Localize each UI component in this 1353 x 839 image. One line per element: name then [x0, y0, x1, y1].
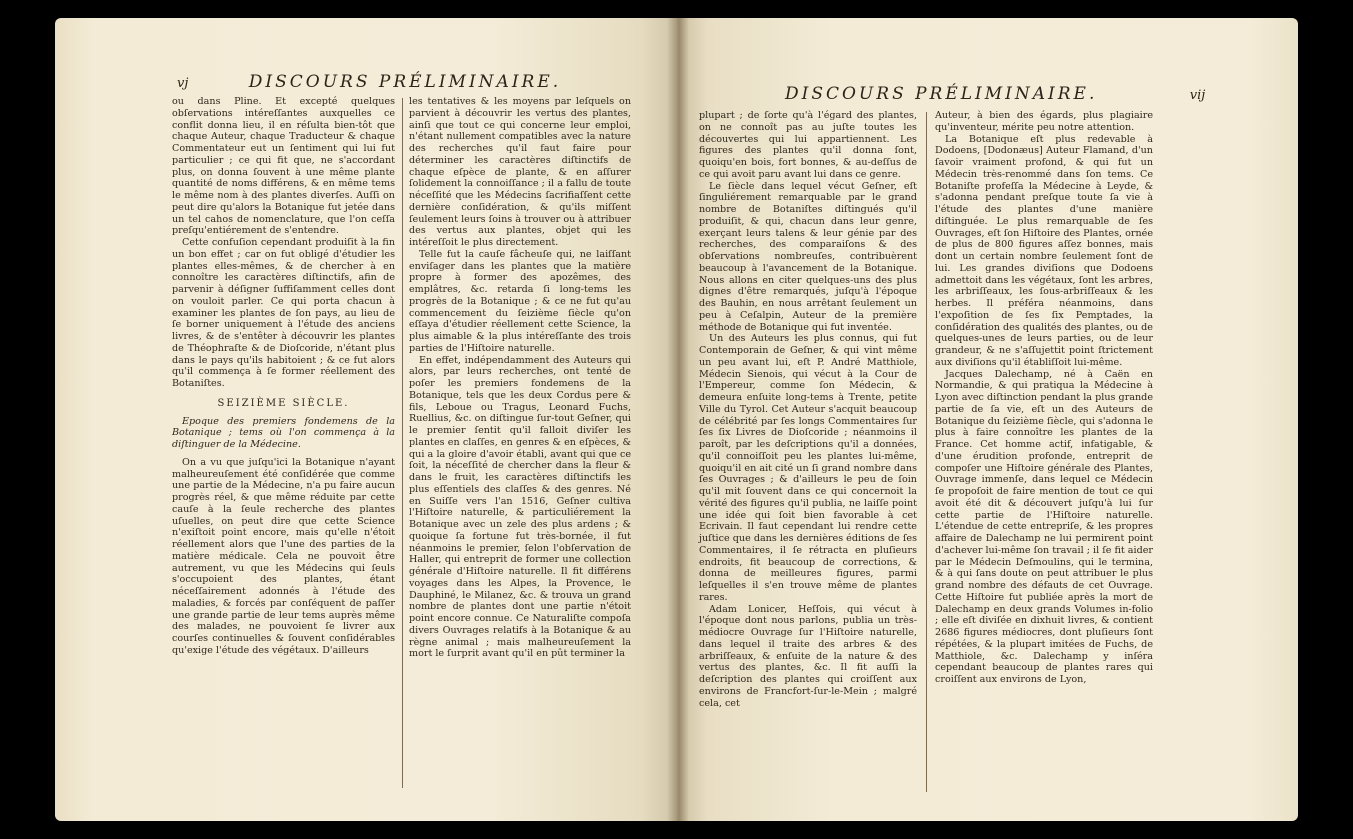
- right-column-1: [699, 110, 917, 800]
- paragraph: Telle fut la cauſe fâcheuſe qui, ne laiſſant enviſager dans les plantes que la matière propre à former des apozêmes, des emplâtres, &c. retarda ſi long-tems les progrès de la Botanique ; & ce ne fut qu'au commencement du ſeizième ſiècle qu'on eſſaya d'étudier réellement cette Science, la plus aimable & la plus intéreſſante des trois parties de l'Hiſtoire naturelle.: [409, 248, 631, 354]
- paragraph: les tentatives & les moyens par leſquels on parvient à découvrir les vertus des plantes, ainſi que tout ce qui concerne leur emploi, n'étant nullement compatibles avec la nature des recherches qu'il faut faire pour déterminer les caractères diſtinctifs de chaque eſpèce de plante, & en aſſurer ſolidement la connoiſſance ; il a fallu de toute néceſſité que les Médecins ſacrifiaſſent cette dernière conſidération, & qu'ils miſſent ſeulement leurs ſoins à trouver ou à attribuer des vertus aux plantes, objet qui les intéreſſoit le plus directement.: [409, 96, 631, 248]
- paragraph: Le ſiècle dans lequel vécut Geſner, eſt ſinguliérement remarquable par le grand nombre de Botaniſtes diſtingués qu'il produiſit, & qui, chacun dans leur genre, exerçant leurs talens & leur génie par des recherches, des comparaiſons & des obſervations nombreuſes, contribuèrent beaucoup à l'avancement de la Botanique. Nous allons en citer quelques-uns des plus dignes d'être remarqués, juſqu'à l'époque des Bauhin, en nous arrêtant ſeulement un peu à Ceſalpin, Auteur de la première méthode de Botanique qui fut inventée.: [699, 180, 917, 333]
- right-page-number: vij: [1189, 88, 1206, 103]
- right-page: [677, 18, 1298, 821]
- paragraph: plupart ; de ſorte qu'à l'égard des plantes, on ne connoît pas au juſte toutes les découvertes qui lui appartiennent. Les figures des plantes qu'il donna ſont, quoiqu'en bois, fort bonnes, & au-deſſus de ce qui avoit paru avant lui dans ce genre.: [699, 110, 917, 180]
- paragraph: Un des Auteurs les plus connus, qui fut Contemporain de Geſner, & qui vint même un peu avant lui, eſt P. André Matthiole, Médecin Sienois, qui vécut à la Cour de l'Empereur, comme ſon Médecin, & demeura enſuite long-tems à Trente, petite Ville du Tyrol. Cet Auteur s'acquit beaucoup de célébrité par ſes longs Commentaires ſur ſes ſix Livres de Dioſcoride ; néanmoins il paroît, par les deſcriptions qu'il a données, qu'il connoiſſoit peu les plantes lui-même, quoiqu'il en ait cité un ſi grand nombre dans ſes Ouvrages ; & d'ailleurs le peu de ſoin qu'il mit ſouvent dans ce qui concernoit la vérité des figures qu'il publia, ne laiſſe point une idée qui ſoit bien favorable à cet Ecrivain. Il faut cependant lui rendre cette juſtice que dans les dernières éditions de ſes Commentaires, il ſe rétracta en pluſieurs endroits, fit beaucoup de corrections, & donna de meilleures figures, parmi leſquelles il s'en trouve même de plantes rares.: [699, 333, 917, 603]
- book-gutter: [667, 18, 689, 821]
- column-rule: [926, 112, 927, 792]
- paragraph: Auteur, à bien des égards, plus plagiaire qu'inventeur, mérite peu notre attention.: [935, 110, 1153, 133]
- right-running-header: [785, 84, 1205, 104]
- open-book: [55, 18, 1298, 821]
- right-header-title: DISCOURS PRÉLIMINAIRE.: [785, 84, 1098, 104]
- paragraph: ou dans Pline. Et excepté quelques obſervations intéreſſantes auxquelles ce conflit donna lieu, il en réſulta bien-tôt que chaque Auteur, chaque Traducteur & chaque Commentateur eut un ſentiment qui lui fut particulier ; ce qui fit que, ne s'accordant plus, on donna ſouvent à une même plante quantité de noms différens, & en même tems le même nom à des plantes diverſes. Auſſi on peut dire qu'alors la Botanique fut jetée dans un tel cahos de nomenclature, que l'on ceſſa preſqu'entiérement de s'entendre.: [172, 96, 395, 237]
- left-running-header: [177, 72, 561, 92]
- paragraph: En effet, indépendamment des Auteurs qui alors, par leurs recherches, ont tenté de poſer les premiers fondemens de la Botanique, tels que les deux Cordus pere & fils, Leboue ou Tragus, Leonard Fuchs, Ruellius, &c. on diſtingue ſur-tout Geſner, qui le premier ſentit qu'il falloit diviſer les plantes en claſſes, en genres & en eſpèces, & qui a la gloire d'avoir établi, avant qui que ce ſoit, la néceſſité de chercher dans la fleur & dans le fruit, les caractères diſtinctifs les plus eſſentiels des claſſes & des genres. Né en Suiſſe vers l'an 1516, Geſner cultiva l'Hiſtoire naturelle, & particuliérement la Botanique avec un zele des plus ardens ; & quoique ſa fortune fut très-bornée, il fut néanmoins le premier, ſelon l'obſervation de Haller, qui entreprit de former une collection générale d'Hiſtoire naturelle. Il fit différens voyages dans les Alpes, la Provence, le Dauphiné, le Milanez, &c. & trouva un grand nombre de plantes dont une partie n'étoit point encore connue. Ce Naturaliſte compoſa divers Ouvrages relatifs à la Botanique & au règne animal ; mais malheureuſement la mort le ſurprit avant qu'il en pût terminer la: [409, 354, 631, 660]
- paragraph: Jacques Dalechamp, né à Caën en Normandie, & qui pratiqua la Médecine à Lyon avec diſtinction pendant la plus grande partie de ſa vie, eſt un des Auteurs de Botanique du ſeizième ſiècle, qui s'adonna le plus à faire connoître les plantes de la France. Cet homme actif, infatigable, & d'une érudition profonde, entreprit de compoſer une Hiſtoire générale des Plantes, Ouvrage immenſe, dans lequel ce Médecin ſe propoſoit de faire mention de tout ce qui avoit été dit & découvert juſqu'à lui ſur cette partie de l'Hiſtoire naturelle. L'étendue de cette entrepriſe, & les propres affaire de Dalechamp ne lui permirent point d'achever lui-même ſon travail ; il ſe fit aider par le Médecin Deſmoulins, qui le termina, & à qui ſans doute on peut attribuer le plus grand nombre des défauts de cet Ouvrage. Cette Hiſtoire fut publiée après la mort de Dalechamp en deux grands Volumes in-folio ; elle eſt diviſée en dixhuit livres, & contient 2686 figures médiocres, dont pluſieurs ſont répétées, & la plupart imitées de Fuchs, de Matthiole, &c. Dalechamp y inſéra cependant beaucoup de plantes rares qui croiſſent aux environs de Lyon,: [935, 368, 1154, 685]
- paragraph: On a vu que juſqu'ici la Botanique n'ayant malheureuſement été conſidérée que comme une partie de la Médecine, n'a pu faire aucun progrès réel, & que même réduite par cette cauſe à la ſeule recherche des plantes uſuelles, on peut dire que cette Science n'exiſtoit point encore, mais qu'elle n'étoit réellement alors que l'une des parties de la matière médicale. Cela ne pouvoit être autrement, vu que les Médecins qui ſeuls s'occupoient des plantes, étant néceſſairement adonnés à l'étude des maladies, & forcés par conſéquent de paſſer une grande partie de leur tems auprès même des malades, ne pouvoient ſe livrer aux courſes continuelles & ſouvent conſidérables qu'exige l'étude des végétaux. D'ailleurs: [172, 456, 395, 656]
- section-subtitle: Epoque des premiers fondemens de la Botanique ; tems où l'on commença à la diſtinguer de la Médecine.: [172, 415, 395, 450]
- section-heading: SEIZIÈME SIÈCLE.: [217, 397, 350, 409]
- left-column-1: [172, 96, 395, 796]
- paragraph: Adam Lonicer, Heſſois, qui vécut à l'époque dont nous parlons, publia un très-médiocre Ouvrage ſur l'Hiſtoire naturelle, dans lequel il traite des arbres & des arbriſſeaux, & enſuite de la nature & des vertus des plantes, &c. Il fit auſſi la deſcription des plantes qui croiſſent aux environs de Francfort-ſur-le-Mein ; malgré cela, cet: [699, 603, 917, 709]
- paragraph: Cette confuſion cependant produiſit à la fin un bon effet ; car on fut obligé d'étudier les plantes elles-mêmes, & de chercher à en connoître les caractères diſtinctifs, afin de parvenir à déſigner ſuffiſamment celles dont on vouloit parler. Ce qui porta chacun à examiner les plantes de ſon pays, au lieu de ſe borner uniquement à l'étude des anciens livres, & de s'entêter à découvrir les plantes de Théophraſte & de Dioſcoride, n'étant plus dans le pays qu'ils habitoient ; & ce fut alors qu'il commença à ſe former réellement des Botaniſtes.: [172, 237, 395, 389]
- left-header-title: DISCOURS PRÉLIMINAIRE.: [248, 72, 562, 92]
- paragraph: La Botanique eſt plus redevable à Dodoens, [Dodonæus] Auteur Flamand, d'un ſavoir vraiment profond, & qui fut un Médecin très-renommé dans ſon tems. Ce Botaniſte profeſſa la Médecine à Leyde, & s'adonna pendant preſque toute ſa vie à l'étude des plantes d'une manière diſtinguée. Le plus remarquable de ſes Ouvrages, eſt ſon Hiſtoire des Plantes, ornée de plus de 800 figures aſſez bonnes, mais dont un certain nombre ſeulement ſont de lui. Les grandes diviſions que Dodoens admettoit dans les végétaux, ſont les arbres, les arbriſſeaux, les ſous-arbriſſeaux & les herbes. Il préféra néanmoins, dans l'expoſition de ſes ſix Pemptades, la conſidération des qualités des plantes, ou de quelques-unes de leurs parties, ou de leur grandeur, & ne s'aſſujettit point ſtrictement aux diviſions qu'il établiſſoit lui-même.: [935, 133, 1153, 368]
- right-column-2: [935, 110, 1153, 800]
- left-page-number: vj: [177, 76, 189, 91]
- left-page: [55, 18, 677, 821]
- left-column-2: [409, 96, 631, 796]
- column-rule: [402, 98, 403, 788]
